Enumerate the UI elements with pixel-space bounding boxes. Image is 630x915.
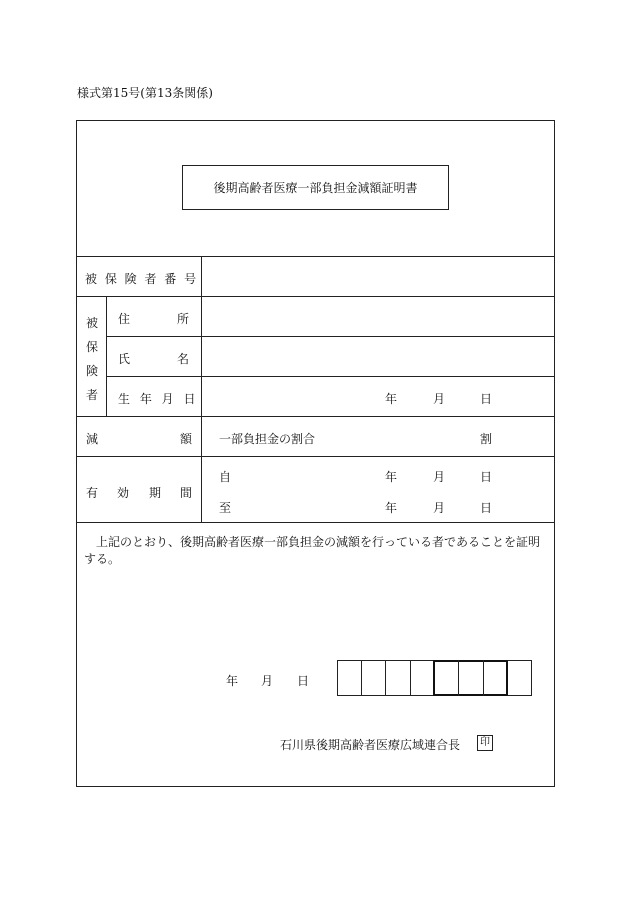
reduction-label: 額	[180, 432, 193, 446]
name-label: 名	[177, 352, 190, 366]
reduction-unit: 割	[480, 432, 493, 446]
address-label: 所	[177, 312, 190, 326]
day-unit: 日	[480, 392, 493, 406]
divider	[76, 416, 555, 417]
year-unit: 年	[385, 501, 398, 515]
issuer-name: 石川県後期高齢者医療広域連合長	[280, 738, 461, 752]
number-box-divider	[361, 660, 362, 696]
from-label: 自	[219, 470, 232, 484]
insured-char: 険	[86, 364, 99, 378]
issue-day-unit: 日	[297, 674, 310, 688]
divider	[201, 256, 202, 522]
to-label: 至	[219, 501, 232, 515]
certification-statement: 上記のとおり、後期高齢者医療一部負担金の減額を行っている者であることを証明する。	[84, 535, 541, 566]
divider	[106, 336, 555, 337]
day-unit: 日	[480, 501, 493, 515]
insured-char: 保	[86, 340, 99, 354]
number-boxes-highlight	[433, 660, 508, 696]
number-box-divider	[483, 660, 484, 696]
month-unit: 月	[433, 392, 446, 406]
number-box-divider	[410, 660, 411, 696]
issue-month-unit: 月	[261, 674, 274, 688]
form-number: 様式第15号(第13条関係)	[77, 86, 213, 100]
divider	[76, 522, 555, 523]
year-unit: 年	[385, 470, 398, 484]
number-box-divider	[385, 660, 386, 696]
day-unit: 日	[480, 470, 493, 484]
validity-label: 効	[117, 486, 130, 500]
divider	[76, 256, 555, 257]
year-unit: 年	[385, 392, 398, 406]
reduction-text: 一部負担金の割合	[219, 432, 316, 446]
address-label: 住	[118, 312, 131, 326]
issue-year-unit: 年	[226, 674, 239, 688]
insured-char: 被	[86, 316, 99, 330]
divider	[76, 456, 555, 457]
name-label: 氏	[118, 352, 131, 366]
divider	[76, 296, 555, 297]
seal-mark: 印	[477, 735, 493, 751]
validity-label: 間	[180, 486, 193, 500]
divider	[106, 296, 107, 416]
month-unit: 月	[433, 470, 446, 484]
validity-label: 有	[86, 486, 99, 500]
insured-number-label: 被 保 険 者 番 号	[85, 272, 199, 286]
document-title: 後期高齢者医療一部負担金減額証明書	[182, 165, 449, 210]
dob-label: 生 年 月 日	[118, 392, 199, 406]
insured-char: 者	[86, 388, 99, 402]
reduction-label: 減	[86, 432, 99, 446]
number-box-divider	[458, 660, 459, 696]
validity-label: 期	[149, 486, 162, 500]
month-unit: 月	[433, 501, 446, 515]
divider	[106, 376, 555, 377]
